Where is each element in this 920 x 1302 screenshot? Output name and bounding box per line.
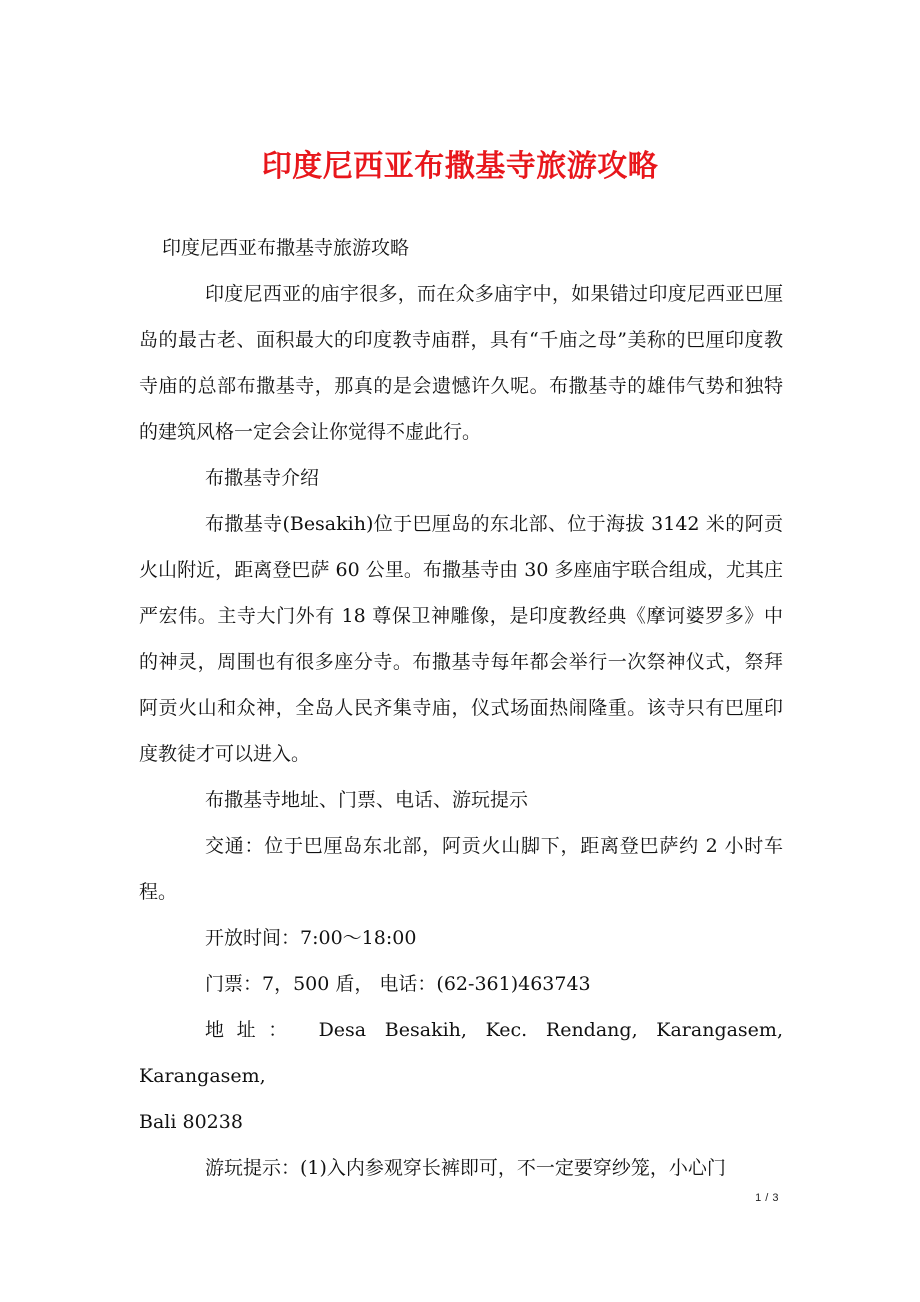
document-subtitle: 印度尼西亚布撒基寺旅游攻略	[162, 237, 410, 259]
opening-hours-paragraph: 开放时间：7:00～18:00	[205, 927, 417, 949]
ticket-phone-paragraph: 门票：7，500 盾， 电话：(62-361)463743	[205, 973, 591, 995]
page-number: 1 / 3	[755, 1192, 779, 1204]
address-continuation: Bali 80238	[139, 1111, 243, 1133]
document-body	[139, 225, 783, 1191]
document-title: 印度尼西亚布撒基寺旅游攻略	[261, 149, 659, 184]
section-heading-introduction: 布撒基寺介绍	[205, 467, 320, 489]
intro-paragraph: 印度尼西亚的庙宇很多，而在众多庙宇中，如果错过印度尼西亚巴厘岛的最古老、面积最大的印度教寺庙群，具有“千庙之母”美称的巴厘印度教寺庙的总部布撒基寺，那真的是会遗憾许久呢。布撒基寺的雄伟气势和独特的建筑风格一定会会让你觉得不虚此行。	[139, 283, 783, 443]
introduction-paragraph: 布撒基寺(Besakih)位于巴厘岛的东北部、位于海拔 3142 米的阿贡火山附近，距离登巴萨 60 公里。布撒基寺由 30 多座庙宇联合组成，尤其庄严宏伟。主寺大门外有 18 尊保卫神雕像，是印度教经典《摩诃婆罗多》中的神灵，周围也有很多座分寺。布撒基寺每年都会举行一次祭神仪式，祭拜阿贡火山和众神，全岛人民齐集寺庙，仪式场面热闹隆重。该寺只有巴厘印度教徒才可以进入。	[139, 513, 783, 765]
transport-paragraph: 交通：位于巴厘岛东北部，阿贡火山脚下，距离登巴萨约 2 小时车程。	[139, 835, 783, 903]
tips-paragraph: 游玩提示：(1)入内参观穿长裤即可，不一定要穿纱笼，小心门	[205, 1157, 726, 1179]
address-paragraph: 地址： Desa Besakih, Kec. Rendang, Karangasem, Karangasem,	[139, 1019, 783, 1087]
section-heading-info: 布撒基寺地址、门票、电话、游玩提示	[205, 789, 529, 811]
